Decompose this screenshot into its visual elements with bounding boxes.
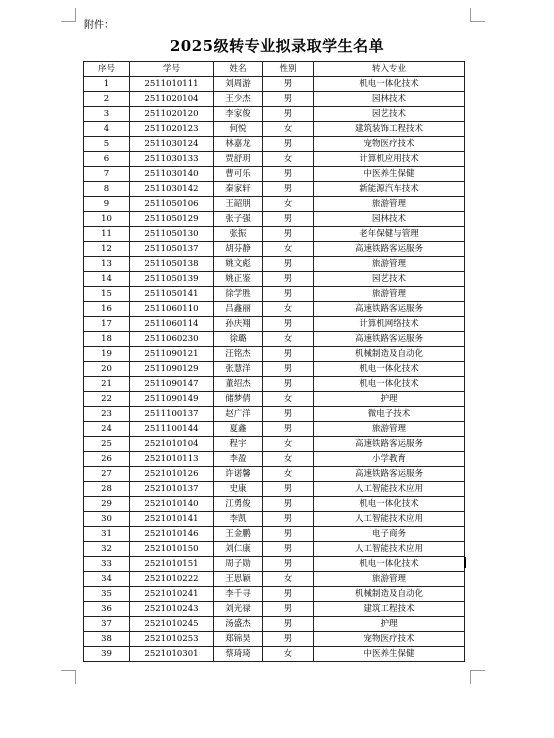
table-row	[84, 602, 465, 617]
table-row	[84, 407, 465, 422]
table-row	[84, 617, 465, 632]
cell-major: 老年保健与管理	[314, 227, 465, 242]
table-row	[84, 437, 465, 452]
table-row	[84, 557, 465, 572]
cell-student-id: 2511030133	[130, 152, 214, 167]
cell-name: 夏鑫	[214, 422, 263, 437]
cell-index: 12	[84, 242, 130, 257]
table-row	[84, 77, 465, 92]
table-row	[84, 152, 465, 167]
cell-name: 许诺馨	[214, 467, 263, 482]
cell-name: 江勇俊	[214, 497, 263, 512]
cell-index: 26	[84, 452, 130, 467]
cell-index: 35	[84, 587, 130, 602]
cell-name: 赵广洋	[214, 407, 263, 422]
table-row	[84, 137, 465, 152]
cell-gender: 女	[263, 332, 314, 347]
cell-student-id: 2511020123	[130, 122, 214, 137]
cell-gender: 男	[263, 92, 314, 107]
cell-name: 徐学胜	[214, 287, 263, 302]
cell-gender: 男	[263, 632, 314, 647]
cell-student-id: 2511030142	[130, 182, 214, 197]
cell-gender: 男	[263, 557, 314, 572]
cell-major: 小学教育	[314, 452, 465, 467]
cell-gender: 男	[263, 137, 314, 152]
table-row	[84, 182, 465, 197]
table-row	[84, 212, 465, 227]
cell-index: 37	[84, 617, 130, 632]
cell-major: 高速铁路客运服务	[314, 242, 465, 257]
cell-gender: 男	[263, 167, 314, 182]
cell-name: 孙庆翔	[214, 317, 263, 332]
cell-major: 建筑工程技术	[314, 602, 465, 617]
cell-gender: 女	[263, 197, 314, 212]
cell-name: 曹可乐	[214, 167, 263, 182]
cell-student-id: 2521010253	[130, 632, 214, 647]
cell-index: 28	[84, 482, 130, 497]
cell-index: 25	[84, 437, 130, 452]
table-row	[84, 452, 465, 467]
cell-name: 蔡琦琦	[214, 647, 263, 662]
cell-student-id: 2521010241	[130, 587, 214, 602]
cell-major: 机电一体化技术	[314, 77, 465, 92]
cell-major: 微电子技术	[314, 407, 465, 422]
cell-gender: 女	[263, 302, 314, 317]
cell-student-id: 2521010146	[130, 527, 214, 542]
cell-name: 郑锦昊	[214, 632, 263, 647]
cell-student-id: 2511050106	[130, 197, 214, 212]
crop-mark-top-right	[470, 8, 485, 22]
cell-major: 护理	[314, 392, 465, 407]
cell-name: 李盈	[214, 452, 263, 467]
cell-index: 13	[84, 257, 130, 272]
cell-student-id: 2511050139	[130, 272, 214, 287]
cell-index: 2	[84, 92, 130, 107]
cell-major: 新能源汽车技术	[314, 182, 465, 197]
header-student-id: 学号	[130, 62, 214, 77]
crop-mark-top-left	[61, 8, 76, 22]
cell-index: 8	[84, 182, 130, 197]
cell-gender: 男	[263, 227, 314, 242]
cell-name: 周子勋	[214, 557, 263, 572]
cell-student-id: 2521010104	[130, 437, 214, 452]
cell-name: 汤盛杰	[214, 617, 263, 632]
cell-student-id: 2511050138	[130, 257, 214, 272]
cell-gender: 女	[263, 122, 314, 137]
cell-index: 36	[84, 602, 130, 617]
cell-student-id: 2511030140	[130, 167, 214, 182]
cell-major: 机电一体化技术	[314, 377, 465, 392]
cell-gender: 男	[263, 317, 314, 332]
table-header-row	[84, 62, 465, 77]
cell-gender: 女	[263, 467, 314, 482]
cell-gender: 女	[263, 152, 314, 167]
cell-index: 32	[84, 542, 130, 557]
cell-major: 机械制造及自动化	[314, 587, 465, 602]
cell-gender: 女	[263, 242, 314, 257]
cell-name: 胡芬静	[214, 242, 263, 257]
table-row	[84, 572, 465, 587]
table-row	[84, 92, 465, 107]
cell-name: 吕鑫丽	[214, 302, 263, 317]
table-row	[84, 317, 465, 332]
table-row	[84, 122, 465, 137]
table-row	[84, 527, 465, 542]
table-row	[84, 347, 465, 362]
cell-major: 旅游管理	[314, 422, 465, 437]
cell-gender: 女	[263, 437, 314, 452]
cell-major: 宠物医疗技术	[314, 632, 465, 647]
cell-student-id: 2511010111	[130, 77, 214, 92]
cell-major: 护理	[314, 617, 465, 632]
cell-name: 姚正鉴	[214, 272, 263, 287]
cell-index: 5	[84, 137, 130, 152]
header-name: 姓名	[214, 62, 263, 77]
cell-major: 园林技术	[314, 212, 465, 227]
cell-gender: 男	[263, 377, 314, 392]
cell-index: 21	[84, 377, 130, 392]
cell-name: 王思颖	[214, 572, 263, 587]
cell-name: 董绍杰	[214, 377, 263, 392]
table-row	[84, 542, 465, 557]
cell-name: 程宇	[214, 437, 263, 452]
cell-name: 何悦	[214, 122, 263, 137]
table-row	[84, 362, 465, 377]
table-row	[84, 197, 465, 212]
cell-major: 园林技术	[314, 92, 465, 107]
cell-major: 机电一体化技术	[314, 497, 465, 512]
cell-student-id: 2511050129	[130, 212, 214, 227]
cell-student-id: 2521010301	[130, 647, 214, 662]
cell-student-id: 2511030124	[130, 137, 214, 152]
cell-student-id: 2521010113	[130, 452, 214, 467]
cell-name: 储梦倩	[214, 392, 263, 407]
cell-student-id: 2511050141	[130, 287, 214, 302]
cell-student-id: 2511050130	[130, 227, 214, 242]
cell-major: 高速铁路客运服务	[314, 467, 465, 482]
cell-major: 计算机应用技术	[314, 152, 465, 167]
cell-index: 9	[84, 197, 130, 212]
cell-gender: 女	[263, 572, 314, 587]
table-row	[84, 512, 465, 527]
table-row	[84, 257, 465, 272]
cell-index: 24	[84, 422, 130, 437]
text-cursor	[464, 557, 466, 568]
cell-major: 旅游管理	[314, 287, 465, 302]
cell-student-id: 2511090129	[130, 362, 214, 377]
cell-student-id: 2521010137	[130, 482, 214, 497]
cell-name: 李凯	[214, 512, 263, 527]
cell-index: 39	[84, 647, 130, 662]
table-row	[84, 242, 465, 257]
cell-major: 机电一体化技术	[314, 362, 465, 377]
cell-student-id: 2511050137	[130, 242, 214, 257]
cell-major: 高速铁路客运服务	[314, 332, 465, 347]
cell-name: 王金鹏	[214, 527, 263, 542]
cell-index: 33	[84, 557, 130, 572]
cell-major: 高速铁路客运服务	[314, 302, 465, 317]
cell-name: 刘仁康	[214, 542, 263, 557]
cell-gender: 女	[263, 452, 314, 467]
table-row	[84, 467, 465, 482]
cell-student-id: 2521010243	[130, 602, 214, 617]
cell-index: 10	[84, 212, 130, 227]
cell-gender: 男	[263, 527, 314, 542]
cell-gender: 男	[263, 362, 314, 377]
table-row	[84, 272, 465, 287]
cell-name: 汪铭杰	[214, 347, 263, 362]
table-row	[84, 302, 465, 317]
cell-student-id: 2511060230	[130, 332, 214, 347]
table-row	[84, 377, 465, 392]
student-table	[83, 61, 465, 662]
cell-index: 11	[84, 227, 130, 242]
cell-name: 李家俊	[214, 107, 263, 122]
cell-major: 机电一体化技术	[314, 557, 465, 572]
cell-student-id: 2511060114	[130, 317, 214, 332]
cell-gender: 男	[263, 407, 314, 422]
cell-major: 旅游管理	[314, 572, 465, 587]
cell-name: 刘周游	[214, 77, 263, 92]
cell-index: 17	[84, 317, 130, 332]
cell-gender: 男	[263, 482, 314, 497]
cell-name: 姚文彪	[214, 257, 263, 272]
cell-student-id: 2511020120	[130, 107, 214, 122]
header-index: 序号	[84, 62, 130, 77]
cell-gender: 男	[263, 182, 314, 197]
cell-student-id: 2521010222	[130, 572, 214, 587]
cell-gender: 男	[263, 497, 314, 512]
cell-name: 王少杰	[214, 92, 263, 107]
cell-index: 20	[84, 362, 130, 377]
cell-index: 19	[84, 347, 130, 362]
cell-index: 23	[84, 407, 130, 422]
cell-name: 刘光禄	[214, 602, 263, 617]
table-row	[84, 227, 465, 242]
cell-index: 18	[84, 332, 130, 347]
cell-name: 徐璐	[214, 332, 263, 347]
cell-major: 园艺技术	[314, 107, 465, 122]
cell-index: 29	[84, 497, 130, 512]
cell-name: 史康	[214, 482, 263, 497]
cell-student-id: 2521010126	[130, 467, 214, 482]
cell-index: 3	[84, 107, 130, 122]
cell-major: 高速铁路客运服务	[314, 437, 465, 452]
document-title: 2025级转专业拟录取学生名单	[169, 37, 385, 55]
table-body	[84, 77, 465, 662]
cell-gender: 男	[263, 212, 314, 227]
cell-student-id: 2511090121	[130, 347, 214, 362]
attachment-label: 附件：	[84, 20, 114, 31]
header-gender: 性别	[263, 62, 314, 77]
cell-student-id: 2521010150	[130, 542, 214, 557]
cell-student-id: 2521010151	[130, 557, 214, 572]
cell-gender: 女	[263, 647, 314, 662]
cell-gender: 男	[263, 602, 314, 617]
table-row	[84, 422, 465, 437]
cell-major: 人工智能技术应用	[314, 542, 465, 557]
cell-gender: 男	[263, 542, 314, 557]
table-row	[84, 632, 465, 647]
cell-student-id: 2511090147	[130, 377, 214, 392]
cell-gender: 男	[263, 77, 314, 92]
cell-major: 人工智能技术应用	[314, 512, 465, 527]
cell-name: 王韶朋	[214, 197, 263, 212]
table-row	[84, 107, 465, 122]
cell-student-id: 2511100144	[130, 422, 214, 437]
cell-index: 4	[84, 122, 130, 137]
cell-gender: 男	[263, 107, 314, 122]
cell-index: 38	[84, 632, 130, 647]
cell-student-id: 2511020104	[130, 92, 214, 107]
cell-student-id: 2521010141	[130, 512, 214, 527]
cell-student-id: 2511060110	[130, 302, 214, 317]
cell-name: 林嘉龙	[214, 137, 263, 152]
cell-index: 31	[84, 527, 130, 542]
cell-gender: 男	[263, 587, 314, 602]
cell-major: 宠物医疗技术	[314, 137, 465, 152]
header-major: 转入专业	[314, 62, 465, 77]
cell-index: 16	[84, 302, 130, 317]
cell-major: 机械制造及自动化	[314, 347, 465, 362]
cell-index: 7	[84, 167, 130, 182]
cell-student-id: 2521010140	[130, 497, 214, 512]
cell-name: 秦家轩	[214, 182, 263, 197]
cell-major: 园艺技术	[314, 272, 465, 287]
cell-index: 6	[84, 152, 130, 167]
table-row	[84, 587, 465, 602]
cell-gender: 男	[263, 347, 314, 362]
cell-student-id: 2521010245	[130, 617, 214, 632]
table-row	[84, 332, 465, 347]
cell-major: 电子商务	[314, 527, 465, 542]
cell-student-id: 2511090149	[130, 392, 214, 407]
table-row	[84, 482, 465, 497]
cell-student-id: 2511100137	[130, 407, 214, 422]
table-row	[84, 287, 465, 302]
table-row	[84, 167, 465, 182]
crop-mark-bottom-left	[61, 670, 76, 684]
cell-index: 30	[84, 512, 130, 527]
cell-name: 李千寻	[214, 587, 263, 602]
cell-gender: 女	[263, 392, 314, 407]
cell-index: 14	[84, 272, 130, 287]
table-row	[84, 392, 465, 407]
crop-mark-bottom-right	[470, 670, 485, 684]
cell-name: 贾舒玥	[214, 152, 263, 167]
table-row	[84, 497, 465, 512]
cell-major: 建筑装饰工程技术	[314, 122, 465, 137]
cell-gender: 男	[263, 257, 314, 272]
cell-gender: 男	[263, 287, 314, 302]
cell-index: 22	[84, 392, 130, 407]
cell-gender: 男	[263, 422, 314, 437]
cell-index: 27	[84, 467, 130, 482]
cell-major: 旅游管理	[314, 197, 465, 212]
cell-gender: 男	[263, 617, 314, 632]
cell-major: 中医养生保健	[314, 167, 465, 182]
cell-gender: 男	[263, 272, 314, 287]
cell-major: 中医养生保健	[314, 647, 465, 662]
cell-index: 15	[84, 287, 130, 302]
cell-gender: 男	[263, 512, 314, 527]
cell-index: 34	[84, 572, 130, 587]
cell-name: 张振	[214, 227, 263, 242]
cell-major: 人工智能技术应用	[314, 482, 465, 497]
table-row	[84, 647, 465, 662]
cell-major: 计算机网络技术	[314, 317, 465, 332]
cell-name: 张子强	[214, 212, 263, 227]
cell-name: 张慧洋	[214, 362, 263, 377]
cell-major: 旅游管理	[314, 257, 465, 272]
cell-index: 1	[84, 77, 130, 92]
